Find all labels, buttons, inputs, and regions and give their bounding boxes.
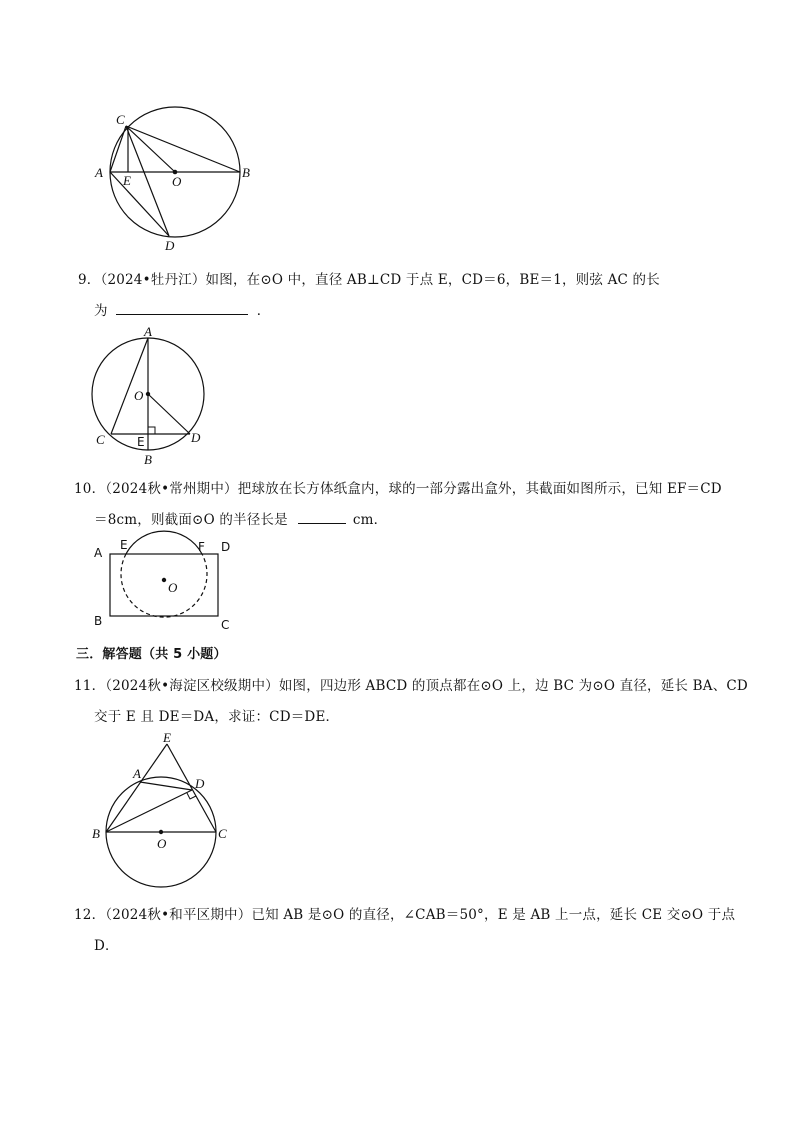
label-d: D [221,540,231,554]
label-c: C [96,432,105,447]
figure-q8 [88,108,264,258]
q9-line2-prefix: 为 [94,303,108,319]
label-b: B [94,614,103,628]
line-be [106,744,167,832]
label-e: E [123,173,131,188]
label-e: E [163,730,171,745]
label-o: O [134,388,144,403]
label-b: B [144,452,152,467]
q10-line2 [94,508,387,528]
figure-q10 [88,534,248,634]
figure-q9 [88,326,218,466]
q9-line2-suffix: ． [256,303,271,319]
figure-q11 [88,730,238,860]
center-point [146,392,150,396]
segment-od [148,394,190,434]
circle-hidden-arc [121,554,207,617]
circle-top-arc [126,531,202,554]
label-o: O [172,174,182,189]
label-e: E [120,538,128,552]
label-e: E [137,435,145,449]
label-a: A [144,324,152,339]
center-point [162,578,166,582]
q9-line1: 9．（2024•牡丹江）如图，在⊙O 中，直径 AB⊥CD 于点 E，CD＝6，BE＝1，则弦 AC 的长 [78,272,660,288]
q10-line1: 10．（2024秋•常州期中）把球放在长方体纸盒内，球的一部分露出盒外，其截面如图所示，已知 EF＝CD [74,481,722,497]
label-c: C [218,826,227,841]
label-c: C [221,618,230,632]
section-title: 三．解答题（共 5 小题） [76,647,227,662]
line-ce [167,744,216,832]
q9-answer-blank[interactable] [116,300,248,315]
label-b: B [242,165,250,180]
segment-cd [126,126,169,236]
label-a: A [94,546,103,560]
box-abcd [110,554,218,616]
label-b: B [92,826,100,841]
chord-ac [111,338,148,434]
q10-answer-blank[interactable] [298,509,346,524]
q12-line1: 12．（2024秋•和平区期中）已知 AB 是⊙O 的直径，∠CAB＝50°，E 是 AB 上一点，延长 CE 交⊙O 于点 [74,907,736,923]
label-a: A [133,766,141,781]
label-d: D [195,776,205,791]
segment-ca [110,126,126,172]
segment-cb [126,126,240,172]
label-o: O [157,836,167,851]
segment-ad [140,782,192,790]
center-point [159,830,163,834]
q11-line2: 交于 E 且 DE＝DA，求证：CD＝DE． [94,709,340,725]
segment-co [126,126,175,172]
q10-line2-prefix: ＝8cm，则截面⊙O 的半径长是 [94,512,288,528]
label-a: A [95,165,103,180]
q12-line2: D． [94,938,119,954]
q9-line2 [94,299,270,319]
q10-line2-suffix: cm． [352,512,388,528]
label-d: D [165,238,175,253]
right-angle-mark [148,427,155,434]
q11-line1: 11．（2024秋•海淀区校级期中）如图，四边形 ABCD 的顶点都在⊙O 上，边 BC 为⊙O 直径，延长 BA、CD [74,678,748,694]
label-f: F [198,540,205,554]
label-o: O [168,580,178,595]
label-d: D [191,430,201,445]
label-c: C [116,112,125,127]
